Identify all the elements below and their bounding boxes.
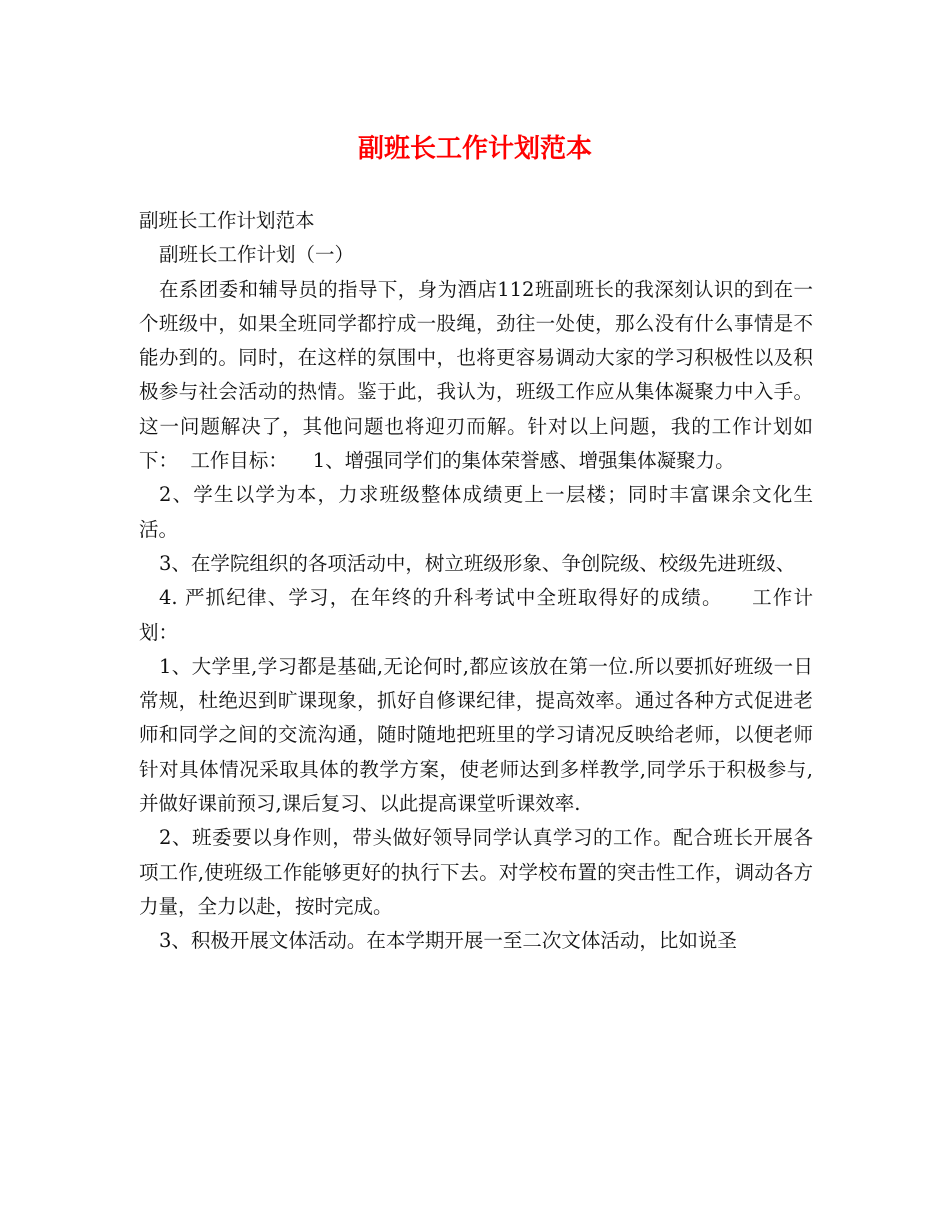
document-body: [139, 204, 813, 959]
paragraph-heading: 副班长工作计划范本: [139, 209, 315, 232]
document-title: 副班长工作计划范本: [357, 134, 592, 164]
paragraph-goal-2: 2、学生以学为本，力求班级整体成绩更上一层楼；同时丰富课余文化生活。: [139, 483, 813, 541]
paragraph-intro: 在系团委和辅导员的指导下，身为酒店112班副班长的我深刻认识的到在一个班级中，如果全班同学都拧成一股绳，劲往一处使，那么没有什么事情是不能办到的。同时，在这样的氛围中，也将更容易调动大家的学习积极性以及积极参与社会活动的热情。鉴于此，我认为，班级工作应从集体凝聚力中入手。这一问题解决了，其他问题也将迎刃而解。针对以上问题，我的工作计划如下： 工作目标： 1、增强同学们的集体荣誉感、增强集体凝聚力。: [139, 277, 813, 473]
paragraph-plan-2: 2、班委要以身作则，带头做好领导同学认真学习的工作。配合班长开展各项工作,使班级工作能够更好的执行下去。对学校布置的突击性工作，调动各方力量，全力以赴，按时完成。: [139, 826, 813, 918]
paragraph-goal-4: 4. 严抓纪律、学习，在年终的升科考试中全班取得好的成绩。 工作计划：: [139, 586, 813, 644]
paragraph-plan-1: 1、大学里,学习都是基础,无论何时,都应该放在第一位.所以要抓好班级一日常规，杜绝迟到旷课现象，抓好自修课纪律，提高效率。通过各种方式促进老师和同学之间的交流沟通，随时随地把班里的学习请况反映给老师，以便老师针对具体情况采取具体的教学方案，使老师达到多样教学,同学乐于积极参与,并做好课前预习,课后复习、以此提高课堂听课效率.: [139, 654, 813, 816]
paragraph-subheading: 副班长工作计划（一）: [159, 243, 355, 267]
paragraph-goal-3: 3、在学院组织的各项活动中，树立班级形象、争创院级、校级先进班级、: [159, 551, 796, 575]
paragraph-plan-3: 3、积极开展文体活动。在本学期开展一至二次文体活动，比如说圣: [159, 929, 737, 953]
